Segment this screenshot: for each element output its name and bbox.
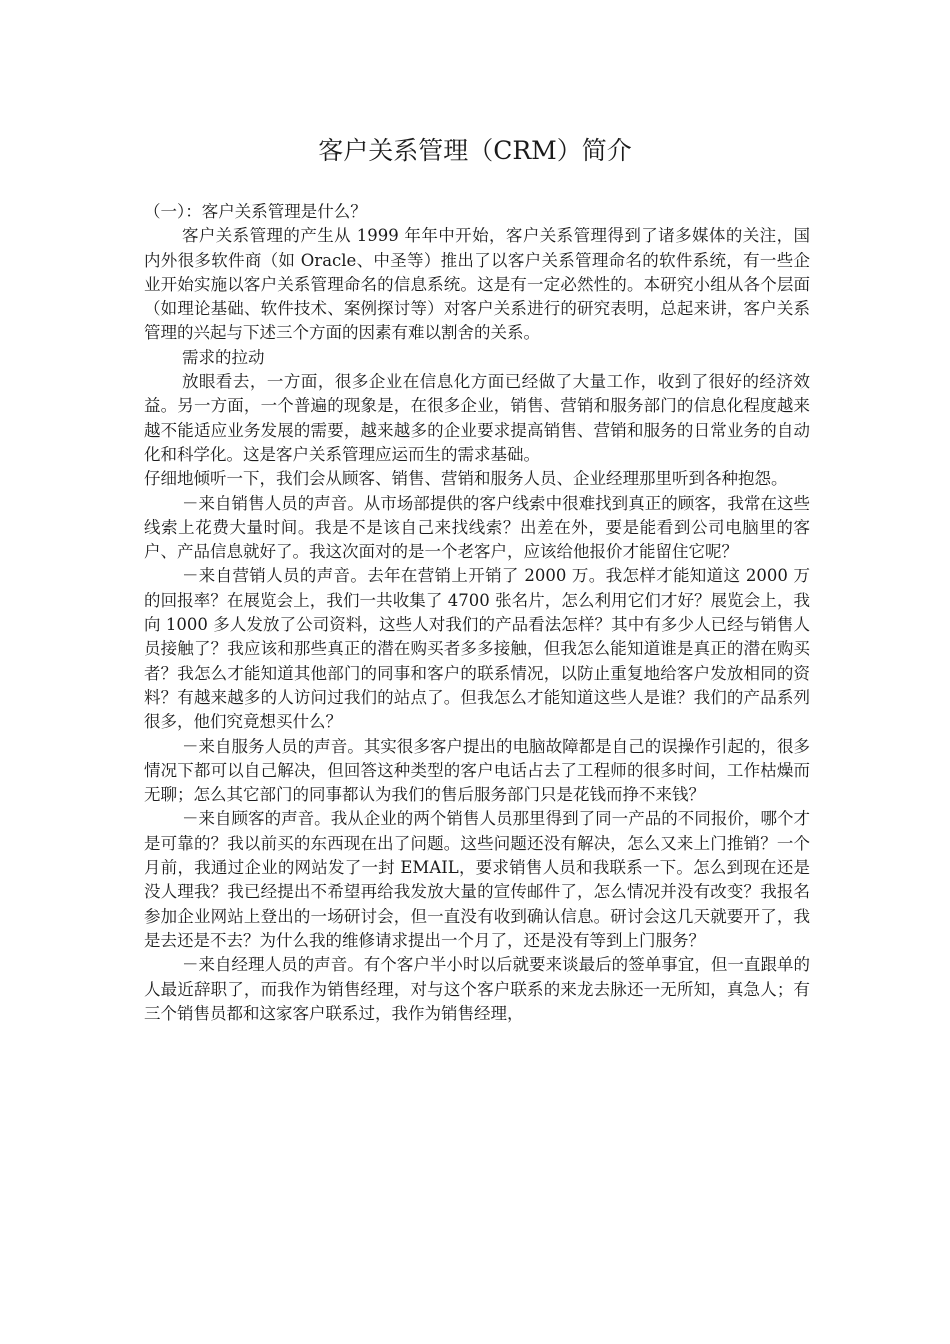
body-paragraph: －来自营销人员的声音。去年在营销上开销了 2000 万。我怎样才能知道这 2000 万的回报率？在展览会上，我们一共收集了 4700 张名片，怎么利用它们才好？展览会上，我向 1000 多人发放了公司资料，这些人对我们的产品看法怎样？其中有多少人已经与销售人员接触了？我应该和那些真正的潜在购买者多多接触，但我怎么能知道谁是真正的潜在购买者？我怎么才能知道其他部门的同事和客户的联系情况，以防止重复地给客户发放相同的资料？有越来越多的人访问过我们的站点了。但我怎么才能知道这些人是谁？我们的产品系列很多，他们究竟想买什么？ xyxy=(144,566,810,732)
body-paragraph: －来自经理人员的声音。有个客户半小时以后就要来谈最后的签单事宜，但一直跟单的人最近辞职了，而我作为销售经理，对与这个客户联系的来龙去脉还一无所知，真急人；有三个销售员都和这家客户联系过，我作为销售经理， xyxy=(144,955,810,1023)
body-paragraph: 放眼看去，一方面，很多企业在信息化方面已经做了大量工作，收到了很好的经济效益。另一方面，一个普遍的现象是，在很多企业，销售、营销和服务部门的信息化程度越来越不能适应业务发展的需要，越来越多的企业要求提高销售、营销和服务的日常业务的自动化和科学化。这是客户关系管理应运而生的需求基础。 xyxy=(144,372,810,464)
body-paragraph: －来自顾客的声音。我从企业的两个销售人员那里得到了同一产品的不同报价，哪个才是可靠的？我以前买的东西现在出了问题。这些问题还没有解决，怎么又来上门推销？一个月前，我通过企业的网站发了一封 EMAIL，要求销售人员和我联系一下。怎么到现在还是没人理我？我已经提出不希望再给我发放大量的宣传邮件了，怎么情况并没有改变？我报名参加企业网站上登出的一场研讨会，但一直没有收到确认信息。研讨会这几天就要开了，我是去还是不去？为什么我的维修请求提出一个月了，还是没有等到上门服务？ xyxy=(144,809,810,950)
section-heading: （一）：客户关系管理是什么？ xyxy=(144,202,367,221)
body-paragraph: －来自服务人员的声音。其实很多客户提出的电脑故障都是自己的误操作引起的，很多情况下都可以自己解决，但回答这种类型的客户电话占去了工程师的很多时间，工作枯燥而无聊；怎么其它部门的同事都认为我们的售后服务部门只是花钱而挣不来钱？ xyxy=(144,736,810,805)
document-body xyxy=(144,200,810,1026)
body-paragraph: 仔细地倾听一下，我们会从顾客、销售、营销和服务人员、企业经理那里听到各种抱怨。 xyxy=(144,469,788,489)
body-paragraph: 客户关系管理的产生从 1999 年年中开始，客户关系管理得到了诸多媒体的关注，国内外很多软件商（如 Oracle、中圣等）推出了以客户关系管理命名的软件系统，有一些企业开始实施以客户关系管理命名的信息系统。这是有一定必然性的。本研究小组从各个层面（如理论基础、软件技术、案例探讨等）对客户关系进行的研究表明，总起来讲，客户关系管理的兴起与下述三个方面的因素有难以割舍的关系。 xyxy=(144,226,810,343)
subheading: 需求的拉动 xyxy=(181,347,265,367)
document-title: 客户关系管理（CRM）简介 xyxy=(318,136,632,165)
body-paragraph: －来自销售人员的声音。从市场部提供的客户线索中很难找到真正的顾客，我常在这些线索上花费大量时间。我是不是该自己来找线索？出差在外，要是能看到公司电脑里的客户、产品信息就好了。我这次面对的是一个老客户，应该给他报价才能留住它呢？ xyxy=(144,493,810,562)
